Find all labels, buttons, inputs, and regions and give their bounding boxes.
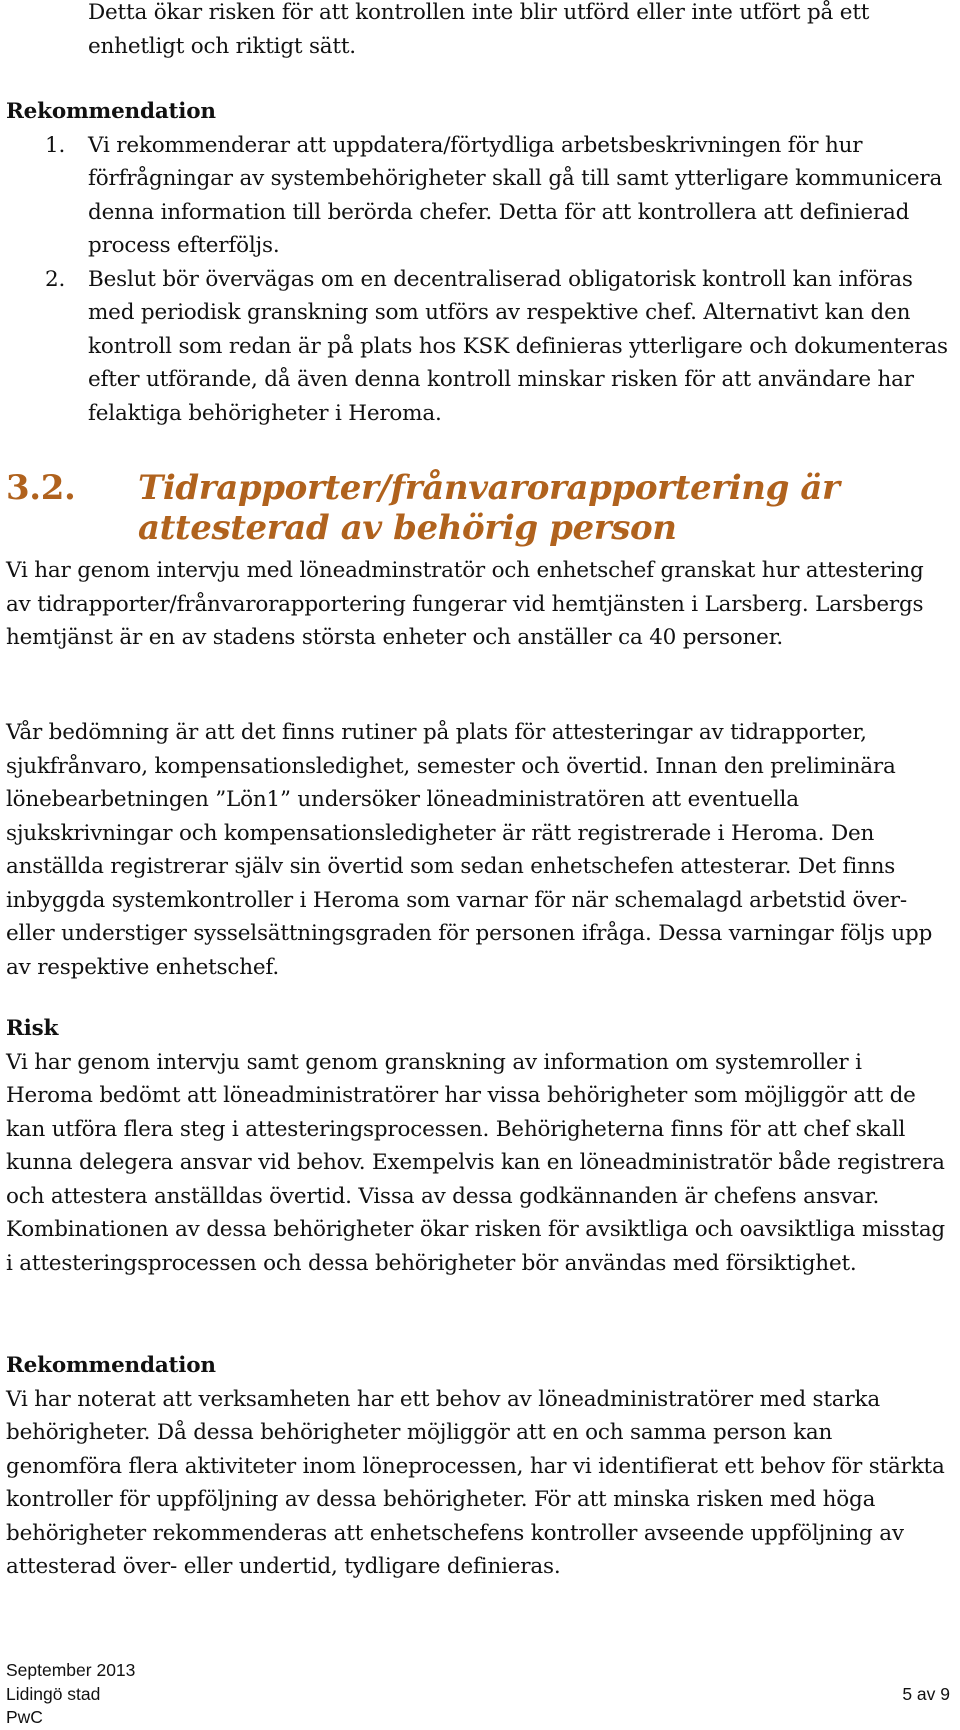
risk-section <box>6 1012 950 1280</box>
section-number: 3.2. <box>6 468 76 508</box>
section-heading <box>6 462 950 548</box>
recommendation-section-2 <box>6 1349 950 1584</box>
recommendation-heading-1: Rekommendation <box>6 99 216 124</box>
list-item-number: 1. <box>45 132 66 158</box>
section-title: Tidrapporter/frånvarorapportering är attesterad av behörig person <box>138 468 840 548</box>
list-item-text: Beslut bör övervägas om en decentraliserad obligatorisk kontroll kan införas med periodisk granskning som utförs av respektive chef. Alternativt kan den kontroll som redan är på plats hos KSK definieras ytterligare och dokumenteras efter utförande, då även denna kontroll minskar risken för att användare har felaktiga behörigheter i Heroma. <box>88 266 948 426</box>
paragraph <box>6 554 950 655</box>
recommendation-list <box>6 129 950 431</box>
recommendation-heading-2: Rekommendation <box>6 1353 216 1378</box>
recommendation-text: Vi har noterat att verksamheten har ett behov av löneadministratörer med starka behörigheter. Då dessa behörigheter möjliggör att en och samma person kan genomföra flera aktiviteter inom löneprocessen, har vi identifierat ett behov för stärkta kontroller för uppföljning av dessa behörigheter. För att minska risken med höga behörigheter rekommenderas att enhetschefens kontroller avseende uppföljning av attesterad över- eller undertid, tydligare definieras. <box>6 1386 945 1579</box>
intro-paragraph <box>88 0 950 63</box>
page-footer <box>6 1659 950 1730</box>
footer-client: Lidingö stad <box>6 1683 101 1704</box>
recommendation-list-item <box>6 263 950 431</box>
risk-text: Vi har genom intervju samt genom granskning av information om systemroller i Heroma bedömt att löneadministratörer har vissa behörigheter som möjliggör att de kan utföra flera steg i attesteringsprocessen. Behörigheterna finns för att chef skall kunna delegera ansvar vid behov. Exempelvis kan en löneadministratör både registrera och attestera anställdas övertid. Vissa av dessa godkännanden är chefens ansvar. Kombinationen av dessa behörigheter ökar risken för avsiktliga och oavsiktliga misstag i attesteringsprocessen och dessa behörigheter bör användas med försiktighet. <box>6 1049 945 1276</box>
list-item-text: Vi rekommenderar att uppdatera/förtydliga arbetsbeskrivningen för hur förfrågningar av systembehörigheter skall gå till samt ytterligare kommunicera denna information till berörda chefer. Detta för att kontrollera att definierad process efterföljs. <box>88 132 943 258</box>
recommendation-list-item <box>6 129 950 263</box>
footer-date: September 2013 <box>6 1660 136 1680</box>
risk-heading: Risk <box>6 1016 59 1041</box>
list-item-number: 2. <box>45 266 66 292</box>
recommendation-section-1 <box>6 95 950 430</box>
paragraph-text: Vi har genom intervju med löneadminstratör och enhetschef granskat hur attestering av tidrapporter/frånvarorapportering fungerar vid hemtjänsten i Larsberg. Larsbergs hemtjänst är en av stadens största enheter och anställer ca 40 personer. <box>6 558 924 650</box>
intro-text: Detta ökar risken för att kontrollen inte blir utförd eller inte utfört på ett enhetligt och riktigt sätt. <box>88 0 870 59</box>
footer-firm: PwC <box>6 1707 43 1727</box>
paragraph-text: Vår bedömning är att det finns rutiner på plats för attesteringar av tidrapporter, sjukfrånvaro, kompensationsledighet, semester och övertid. Innan den preliminära lönebearbetningen ”Lön1” undersöker löneadministratören att eventuella sjukskrivningar och kompensationsledigheter är rätt registrerade i Heroma. Den anställda registrerar själv sin övertid som sedan enhetschefen attesterar. Det finns inbyggda systemkontroller i Heroma som varnar för när schemalagd arbetstid över- eller understiger sysselsättningsgraden för personen ifråga. Dessa varningar följs upp av respektive enhetschef. <box>6 720 933 980</box>
paragraph <box>6 716 950 984</box>
footer-page-number: 5 av 9 <box>902 1683 950 1704</box>
